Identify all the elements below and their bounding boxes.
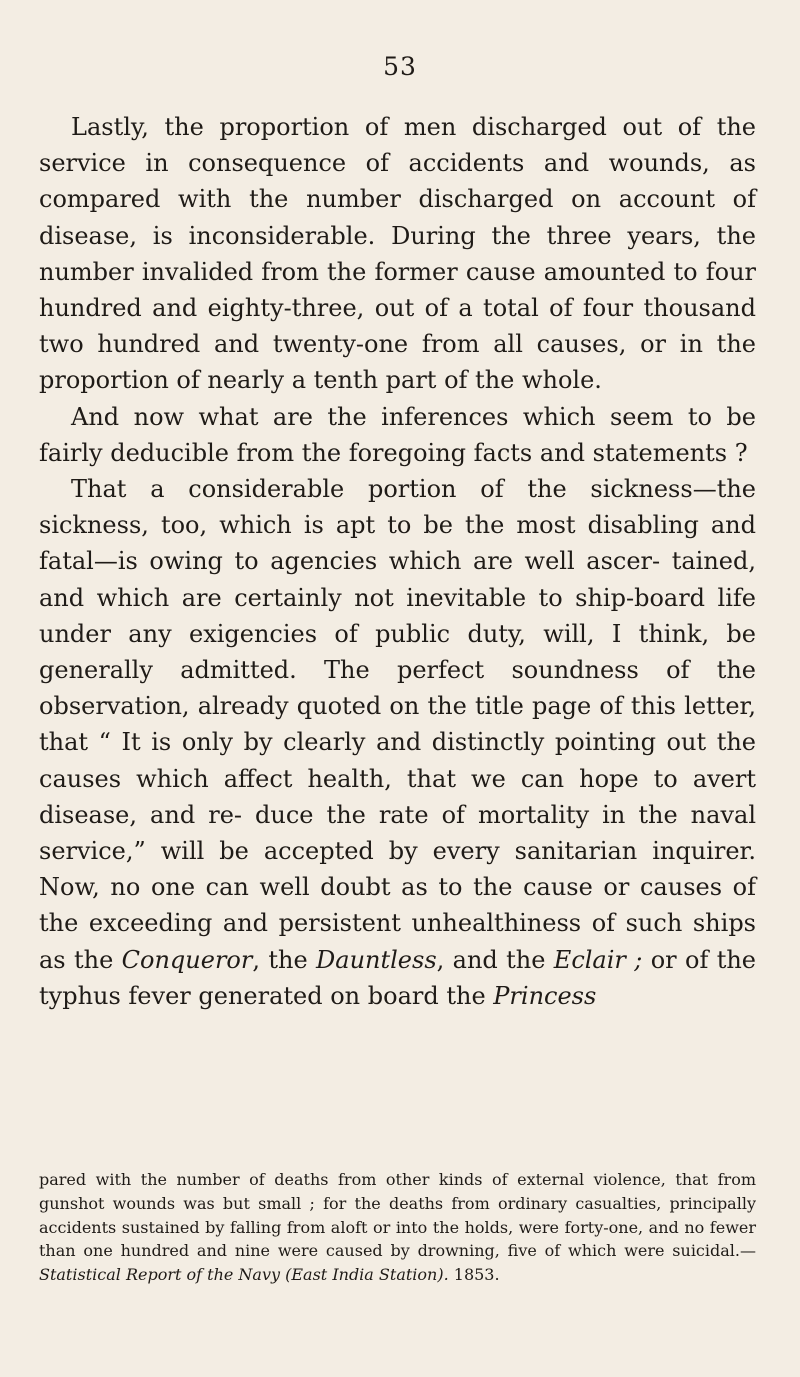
ship-name-princess: Princess <box>493 981 597 1010</box>
connector-text: , the <box>252 945 317 974</box>
paragraph-sickness <box>39 471 756 1014</box>
ship-name-dauntless: Dauntless <box>316 945 437 974</box>
footnote-source: Statistical Report of the Navy (East India Station). <box>39 1265 449 1285</box>
connector-text: or of the typhus fever generated on board the <box>39 945 756 1010</box>
paragraph-inferences: And now what are the inferences which seem to be fairly deducible from the foregoing facts and statements ? <box>39 402 756 467</box>
footnote-year: 1853. <box>448 1265 500 1285</box>
page-number: 53 <box>383 52 417 81</box>
ship-name-eclair: Eclair ; <box>553 945 643 974</box>
footnote-text: pared with the number of deaths from other kinds of external violence, that from gunshot wounds was but small ; for the deaths from ordinary casualties, principally accidents sustained by falling from aloft or into the holds, were forty-one, and no fewer than one hundred and nine were caused by drowning, five of which were suicidal.— <box>39 1170 756 1261</box>
paragraph-accidents: Lastly, the proportion of men discharged out of the service in consequence of accidents and wounds, as compared with the number discharged on account of disease, is inconsiderable. During the three years, the number invalided from the former cause amounted to four hundred and eighty-three, out of a total of four thousand two hundred and twenty-one from all causes, or in the proportion of nearly a tenth part of the whole. <box>39 113 756 395</box>
paragraph-sickness-text: That a considerable portion of the sickness—the sickness, too, which is apt to be the most disabling and fatal—is owing to agencies which are well ascer- tained, and which are certainly not inevitable to ship-board life under any exigencies of public duty, will, I think, be generally admitted. The perfect soundness of the observation, already quoted on the title page of this letter, that “ It is only by clearly and distinctly pointing out the causes which affect health, that we can hope to avert disease, and re- duce the rate of mortality in the naval service,” will be accepted by every sanitarian inquirer. Now, no one can well doubt as to the cause or causes of the exceeding and persistent unhealthiness of such ships as the <box>39 475 756 974</box>
ship-name-conqueror: Conqueror <box>121 945 253 974</box>
connector-text: , and the <box>436 945 554 974</box>
footnote-paragraph <box>39 1168 756 1287</box>
footnote <box>39 1168 756 1287</box>
main-text <box>39 109 756 1014</box>
